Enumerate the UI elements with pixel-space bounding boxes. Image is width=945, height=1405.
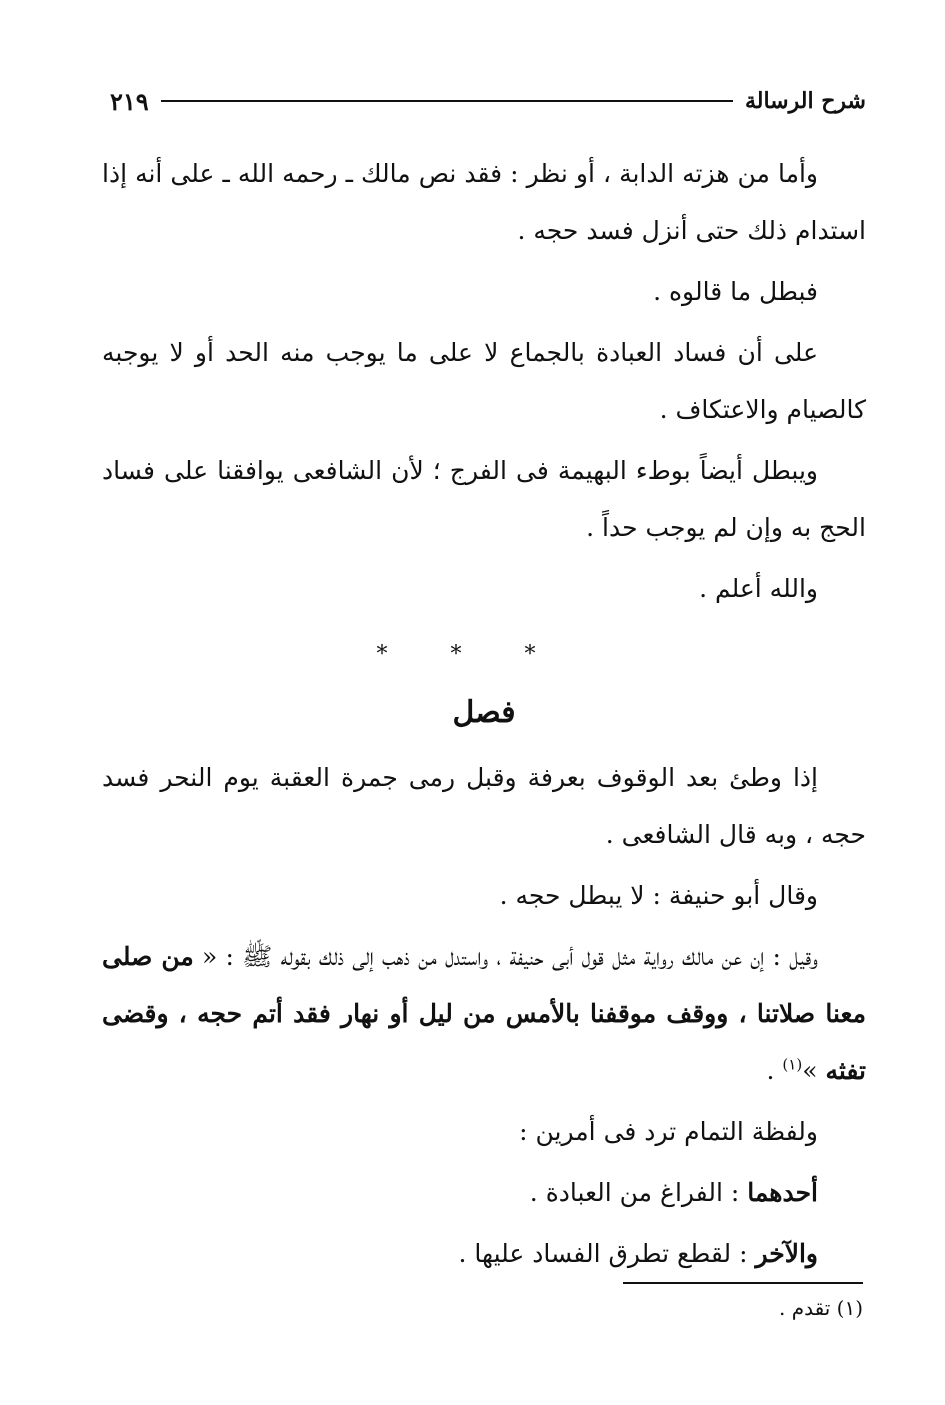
main-text — [102, 145, 866, 1286]
paragraph-with-hadith — [102, 928, 866, 1099]
book-title: شرح الرسالة — [744, 88, 866, 114]
item-label: أحدهما — [747, 1178, 818, 1207]
item-label: والآخر — [755, 1239, 818, 1268]
item-text: : الفراغ من العبادة . — [529, 1178, 748, 1207]
paragraph: على أن فساد العبادة بالجماع لا على ما يوجب منه الحد أو لا يوجبه كالصيام والاعتكاف . — [102, 338, 866, 424]
paragraph: ويبطل أيضاً بوطء البهيمة فى الفرج ؛ لأن الشافعى يوافقنا على فساد الحج به وإن لم يوجب حداً . — [102, 456, 866, 542]
list-item — [102, 1164, 866, 1221]
section-heading: فصل — [452, 695, 516, 730]
hadith-quote: من صلى معنا صلاتنا ، ووقف موقفنا بالأمس من ليل أو نهار فقد أتم حجه ، وقضى تفثه — [102, 942, 866, 1085]
running-header — [100, 84, 866, 118]
paragraph: والله أعلم . — [699, 574, 818, 603]
item-text: : لقطع تطرق الفساد عليها . — [458, 1239, 756, 1268]
page-number: ٢١٩ — [110, 86, 149, 116]
footnote-marker: (١) — [782, 1055, 803, 1074]
paragraph-end: . — [766, 1056, 783, 1085]
list-item — [102, 1225, 866, 1282]
paragraph: إذا وطئ بعد الوقوف بعرفة وقبل رمى جمرة العقبة يوم النحر فسد حجه ، وبه قال الشافعى . — [102, 763, 866, 849]
paragraph-lead: وقيل : إن عن مالك رواية مثل قول أبى حنيفة ، واستدل من ذهب إلى ذلك بقوله ﷺ : « — [193, 942, 819, 971]
header-rule — [161, 100, 733, 102]
paragraph: وأما من هزته الدابة ، أو نظر : فقد نص مالك ـ رحمه الله ـ على أنه إذا استدام ذلك حتى أنزل فسد حجه . — [102, 159, 866, 245]
paragraph: ولفظة التمام ترد فى أمرين : — [519, 1117, 818, 1146]
quote-close: » — [802, 1056, 826, 1085]
section-separator: * * * — [376, 642, 564, 667]
footnote: (١) تقدم . — [778, 1296, 863, 1320]
paragraph: وقال أبو حنيفة : لا يبطل حجه . — [499, 881, 818, 910]
paragraph: فبطل ما قالوه . — [653, 277, 818, 306]
footnote-rule — [623, 1282, 863, 1284]
